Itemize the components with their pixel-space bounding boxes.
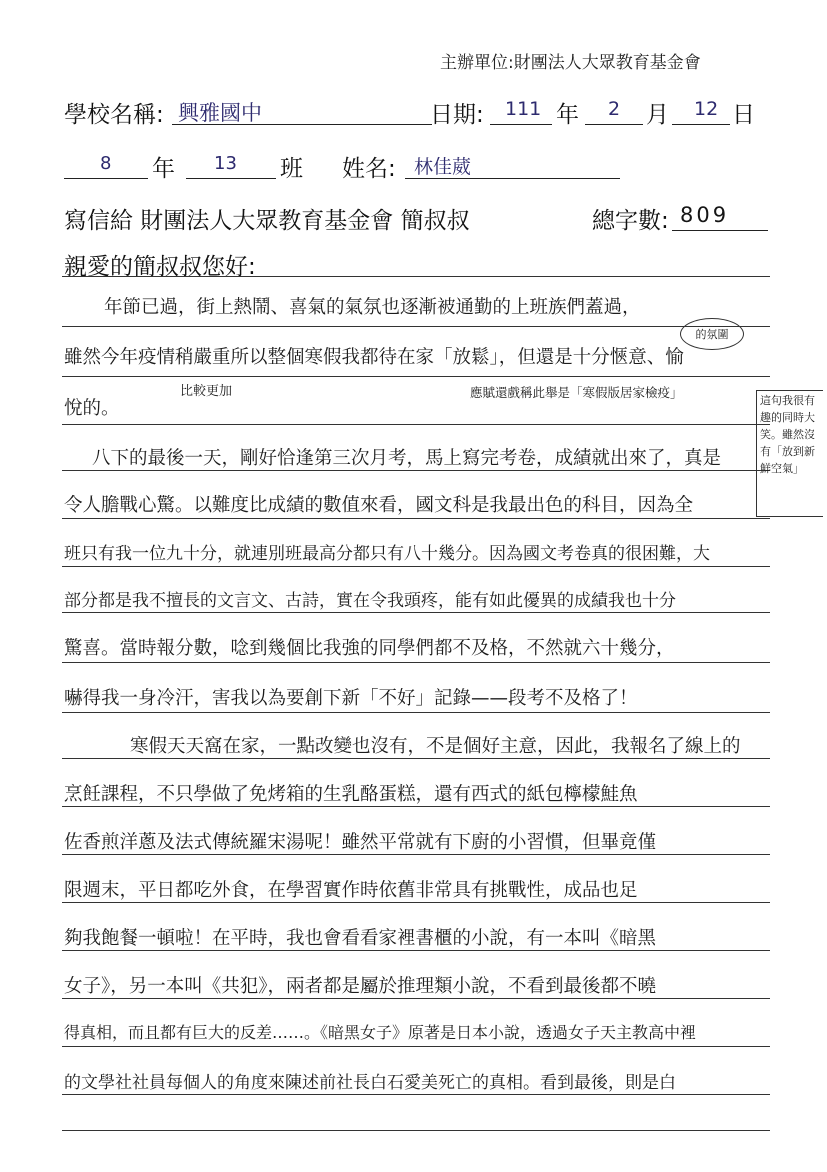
name-value: 林佳葳 (414, 156, 472, 178)
essay-line-18: 的文學社社員每個人的角度來陳述前社長白石愛美死亡的真相。看到最後，則是白 (64, 1073, 676, 1093)
sponsor-line: 主辦單位:財團法人大眾教育基金會 (440, 53, 701, 73)
day-label: 日 (732, 102, 755, 128)
ruled-line (62, 470, 770, 471)
school-underline (172, 124, 432, 125)
margin-note-comparison: 比較更加 (180, 384, 233, 399)
ruled-line (62, 1094, 770, 1095)
class-value: 13 (214, 153, 237, 174)
essay-line-12: 烹飪課程，不只學做了免烤箱的生乳酪蛋糕，還有西式的紙包檸檬鮭魚 (64, 784, 638, 805)
year-label: 年 (556, 102, 579, 128)
grade-label: 年 (152, 156, 175, 182)
class-underline (186, 178, 276, 179)
month-underline (585, 124, 643, 125)
ruled-line (62, 1046, 770, 1047)
ruled-line (62, 1130, 770, 1131)
essay-line-17: 得真相，而且都有巨大的反差……。《暗黑女子》原著是日本小說，透過女子天主教高中裡 (64, 1023, 697, 1042)
month-label: 月 (646, 102, 669, 128)
ruled-line (62, 950, 770, 951)
essay-line-1: 年節已過，街上熱鬧、喜氣的氣氛也逐漸被通勤的上班族們蓋過， (104, 297, 641, 318)
essay-line-15: 夠我飽餐一頓啦！在平時，我也會看看家裡書櫃的小說，有一本叫《暗黑 (64, 928, 657, 949)
ruled-line (62, 566, 770, 567)
word-count-label: 總字數: (592, 208, 669, 234)
essay-line-14: 限週末，平日都吃外食，在學習實作時依舊非常具有挑戰性，成品也足 (64, 880, 638, 901)
essay-line-13: 佐香煎洋蔥及法式傳統羅宋湯呢！雖然平常就有下廚的小習慣，但畢竟僅 (64, 832, 657, 853)
ruled-line (62, 758, 770, 759)
school-label: 學校名稱: (64, 102, 164, 128)
essay-line-7: 班只有我一位九十分，就連別班最高分都只有八十幾分。因為國文考卷真的很困難，大 (64, 544, 710, 564)
ruled-line (62, 424, 770, 425)
ruled-line (62, 854, 770, 855)
word-count-underline (672, 230, 768, 231)
essay-line-9: 驚喜。當時報分數，唸到幾個比我強的同學們都不及格，不然就六十幾分， (64, 638, 675, 659)
ruled-line (62, 376, 770, 377)
ruled-line (62, 998, 770, 999)
essay-line-10: 嚇得我一身冷汗，害我以為要創下新「不好」記錄——段考不及格了！ (64, 688, 638, 709)
essay-line-3: 悅的。 (64, 398, 120, 419)
letter-recipient: 寫信給 財團法人大眾教育基金會 簡叔叔 (64, 208, 470, 234)
ruled-line (62, 518, 770, 519)
essay-line-2: 雖然今年疫情稍嚴重所以整個寒假我都待在家「放鬆」，但還是十分愜意、愉 (64, 347, 684, 368)
circle-annotation: 的氛圍 (680, 318, 744, 350)
essay-line-6: 令人膽戰心驚。以難度比成績的數值來看，國文科是我最出色的科目，因為全 (64, 495, 694, 516)
date-month: 2 (608, 98, 621, 120)
greeting: 親愛的簡叔叔您好: (64, 254, 256, 280)
name-underline (405, 178, 620, 179)
essay-line-8: 部分都是我不擅長的文言文、古詩，實在令我頭疼，能有如此優異的成績我也十分 (64, 591, 676, 611)
ruled-line (62, 612, 770, 613)
essay-line-5: 八下的最後一天，剛好恰逢第三次月考，馬上寫完考卷，成績就出來了，真是 (92, 448, 722, 469)
ruled-line (62, 326, 770, 327)
year-underline (490, 124, 552, 125)
margin-note-quarantine: 應賦還戲稱此舉是「寒假版居家檢疫」 (470, 385, 683, 400)
ruled-line (62, 806, 770, 807)
ruled-line (62, 712, 770, 713)
ruled-line (62, 662, 770, 663)
side-note: 這句我很有趣的同時大笑。雖然沒有「放到新鮮空氣」 (760, 394, 815, 475)
essay-line-11: 寒假天天窩在家，一點改變也沒有，不是個好主意，因此，我報名了線上的 (130, 736, 741, 757)
ruled-line (62, 276, 770, 277)
school-value: 興雅國中 (178, 101, 262, 125)
grade-underline (64, 178, 148, 179)
date-year: 111 (505, 98, 542, 120)
word-count-value: 809 (680, 203, 730, 227)
class-label: 班 (280, 156, 303, 182)
day-underline (672, 124, 730, 125)
essay-line-16: 女子》，另一本叫《共犯》，兩者都是屬於推理類小說，不看到最後都不曉 (64, 976, 657, 997)
date-day: 12 (694, 98, 719, 120)
date-label: 日期: (430, 102, 484, 128)
grade-value: 8 (100, 153, 112, 174)
name-label: 姓名: (342, 156, 396, 182)
ruled-line (62, 902, 770, 903)
